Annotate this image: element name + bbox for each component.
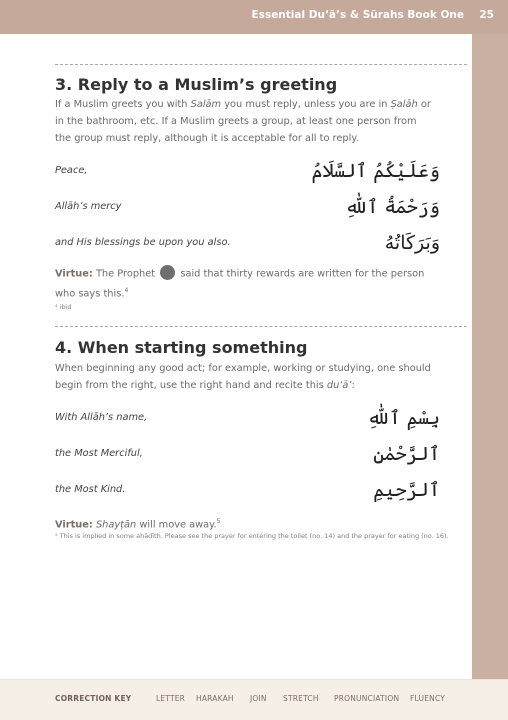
translation-line: and His blessings be upon you also.: [55, 237, 231, 248]
key-item-harakah: HARAKAH: [196, 694, 234, 703]
translation-line: Peace,: [55, 165, 88, 176]
section-3-footnote: ⁴ ibid: [55, 303, 72, 311]
section-divider-top: [55, 64, 467, 65]
key-item-fluency: FLUENCY: [410, 694, 446, 703]
section-4-footnote: ⁵ This is implied in some aḥādīth. Please see the prayer for entering the toilet (no. 14) and the prayer for eating (no. 16).: [55, 532, 449, 540]
key-item-pronunciation: PRONUNCIATION: [334, 694, 400, 703]
arabic-line: ٱلرَّحِيمِ: [373, 479, 440, 501]
key-item-stretch: STRETCH: [283, 694, 319, 703]
book-title: Essential Du‘ā’s & Sūrahs Book One: [251, 9, 464, 21]
correction-key-label: CORRECTION KEY: [55, 694, 132, 703]
section-3-virtue: Virtue: The Prophet said that thirty rewards are written for the person who says this.$^4$: [55, 266, 445, 302]
arabic-line: بِسْمِ ٱللّٰهِ: [367, 407, 440, 429]
page-number: 25: [479, 9, 494, 21]
section-3-intro: If a Muslim greets you with Salām you must reply, unless you are in Ṣalāh or in the bathroom, etc. If a Muslim greets a group, at least one person from the group must reply, although it is acceptable for all to reply.: [55, 99, 431, 144]
salutation-seal-icon: [160, 265, 175, 280]
section-3-heading: 3. Reply to a Muslim’s greeting: [55, 75, 338, 94]
translation-line: With Allāh’s name,: [55, 412, 148, 423]
translation-line: the Most Merciful,: [55, 448, 143, 459]
section-4-virtue: Virtue: Shayṭān will move away.$^5$: [55, 518, 221, 531]
key-item-letter: LETTER: [156, 694, 186, 703]
section-4-heading: 4. When starting something: [55, 338, 308, 357]
header-bar: [0, 0, 508, 34]
arabic-line: ٱلرَّحْمٰنِ: [373, 443, 440, 465]
section-4-intro: When beginning any good act; for example, working or studying, one should begin from the right, use the right hand and recite this du‘ā’:: [55, 363, 431, 391]
side-margin-bar: [472, 34, 508, 680]
arabic-line: وَرَحْمَةُ ٱللّٰهِ: [344, 196, 440, 218]
key-item-join: JOIN: [250, 694, 267, 703]
translation-line: the Most Kind.: [55, 484, 126, 495]
arabic-line: وَبَرَكَاتُهُ: [384, 232, 440, 254]
arabic-line: وَعَلَيْكُمُ ٱلسَّلَامُ: [311, 160, 440, 182]
section-divider: [55, 326, 467, 327]
translation-line: Allāh’s mercy: [55, 201, 122, 212]
correction-key-footer: [0, 679, 508, 720]
